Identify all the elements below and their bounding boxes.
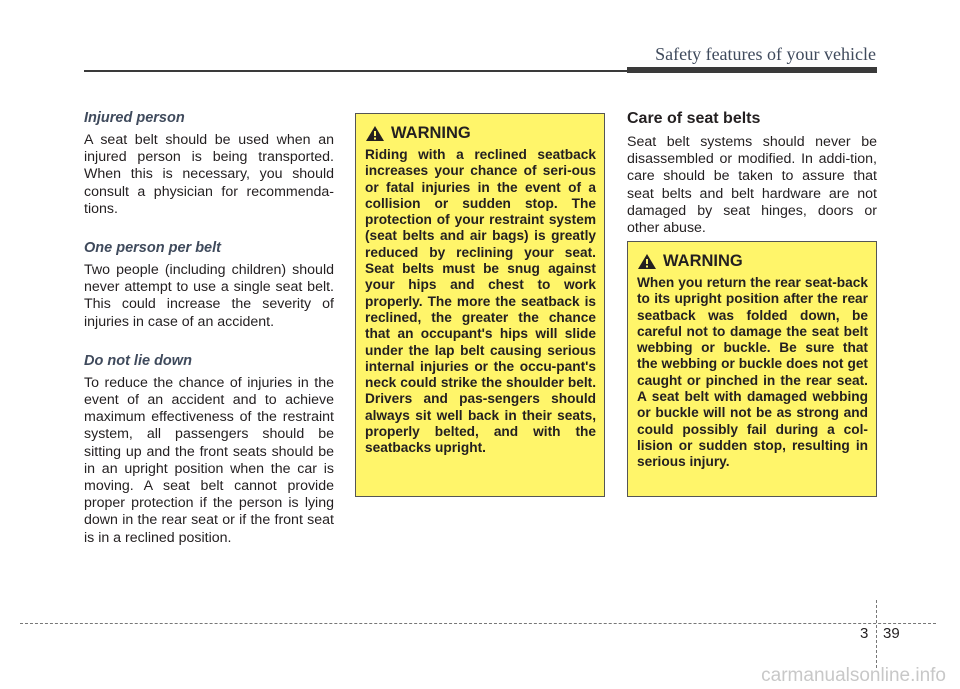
page-number-divider	[876, 600, 877, 668]
warning-box-rear-seatback	[627, 241, 877, 497]
warning-title	[365, 124, 596, 143]
warning-triangle-icon	[637, 253, 657, 270]
section-body: Seat belt systems should never be disassembled or modified. In addi-tion, care should be taken to assure that seat belts and belt hardware are not damaged by seat hinges, doors or other abuse.	[627, 134, 877, 237]
section-body: Two people (including children) should never attempt to use a single seat belt. This could increase the severity of injuries in case of an accident.	[84, 262, 334, 330]
section-body: A seat belt should be used when an injured person is being transported. When this is necessary, you should consult a physician for recommenda-tions.	[84, 132, 334, 217]
warning-title	[637, 252, 868, 271]
section-heading: One person per belt	[84, 240, 221, 257]
section-one-person-per-belt	[84, 240, 334, 331]
warning-box-reclined-seat	[355, 113, 605, 497]
section-do-not-lie-down	[84, 353, 334, 547]
section-heading: Injured person	[84, 110, 185, 126]
page-number: 39	[883, 625, 900, 642]
warning-title-text: WARNING	[663, 252, 743, 270]
left-column	[84, 110, 334, 565]
warning-triangle-icon	[365, 125, 385, 142]
warning-title-text: WARNING	[391, 124, 471, 142]
header-title: Safety features of your vehicle	[655, 44, 876, 64]
header-rule-accent	[627, 67, 877, 73]
chapter-number: 3	[860, 625, 869, 642]
section-heading: Do not lie down	[84, 352, 192, 369]
watermark: carmanualsonline.info	[761, 665, 946, 686]
section-heading-care-of-seat-belts: Care of seat belts	[627, 110, 761, 127]
section-injured-person	[84, 110, 334, 218]
right-column	[627, 110, 877, 255]
warning-body: Riding with a reclined seatback increases your chance of seri-ous or fatal injuries in the event of a collision or sudden stop. The protection of your restraint system (seat belts and air bags) is greatly reduced by reclining your seat. Seat belts must be snug against your hips and chest to work properly. The more the seatback is reclined, the greater the chance that an occupant's hips will slide under the lap belt causing serious internal injuries or the occu-pant's neck could strike the shoulder belt. Drivers and pas-sengers should always sit well back in their seats, properly belted, and with the seatbacks upright.	[365, 147, 596, 456]
warning-body: When you return the rear seat-back to its upright position after the rear seatback was folded down, be careful not to damage the seat belt webbing or buckle. Be sure that the webbing or buckle does not get caught or pinched in the rear seat. A seat belt with damaged webbing or buckle will not be as strong and could possibly fail during a col-lision or sudden stop, resulting in serious injury.	[637, 275, 868, 470]
footer-rule	[20, 623, 936, 624]
section-body: To reduce the chance of injuries in the event of an accident and to achieve maximum effectiveness of the restraint system, all passengers should be sitting up and the front seats should be in an upright position when the car is moving. A seat belt cannot provide proper protection if the person is lying down in the rear seat or if the front seat is in a reclined position.	[84, 374, 334, 546]
